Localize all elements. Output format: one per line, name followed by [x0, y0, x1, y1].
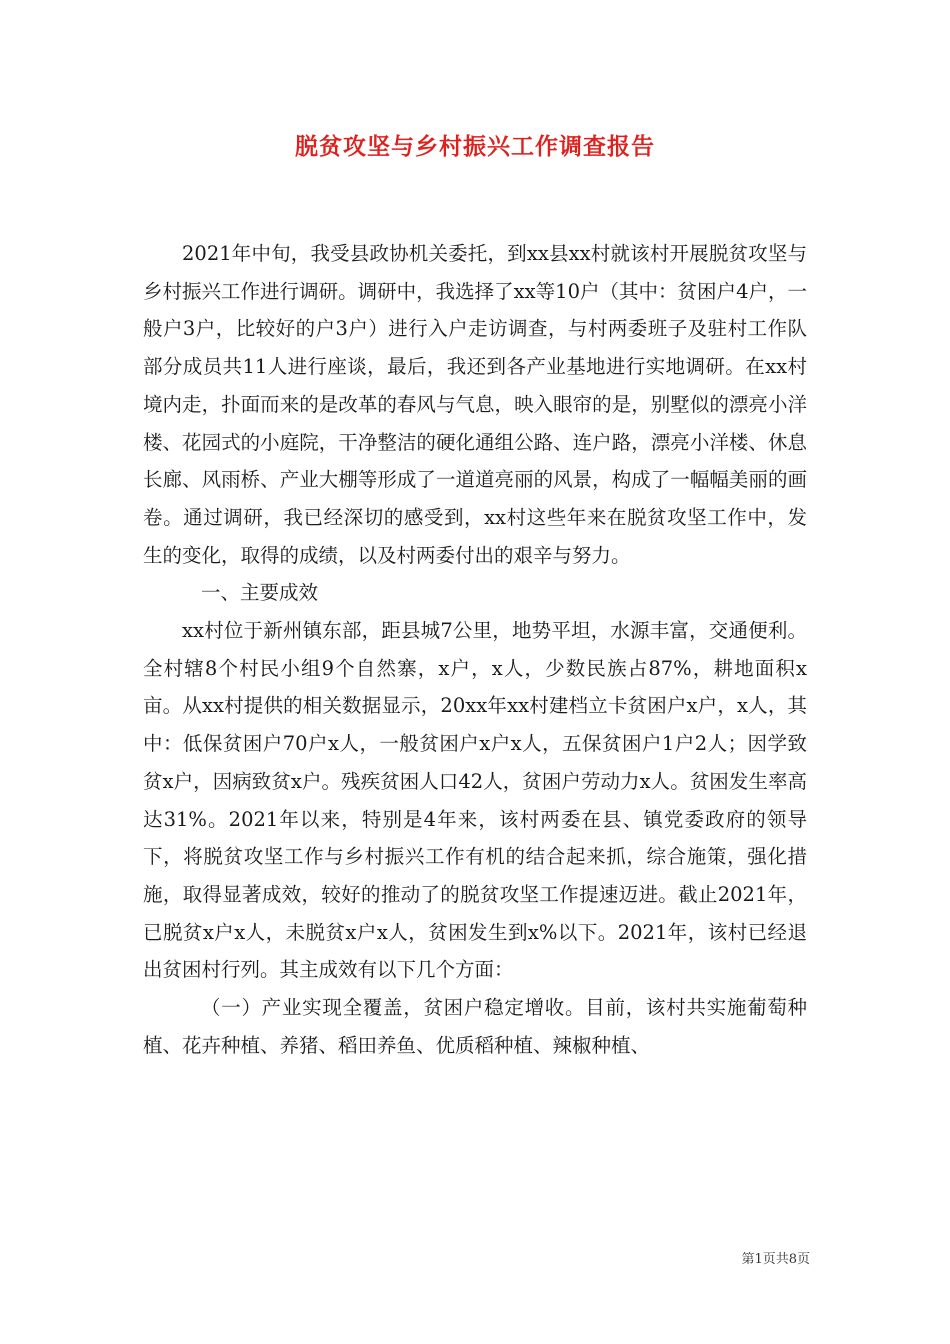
village-overview-paragraph: xx村位于新州镇东部，距县城7公里，地势平坦，水源丰富，交通便利。全村辖8个村民小组9个自然寨，x户，x人，少数民族占87%，耕地面积x亩。从xx村提供的相关数据显示，20xx年xx村建档立卡贫困户x户，x人，其中：低保贫困户70户x人，一般贫困户x户x人，五保贫困户1户2人；因学致贫x户，因病致贫x户。残疾贫困人口42人，贫困户劳动力x人。贫困发生率高达31%。2021年以来，特别是4年来，该村两委在县、镇党委政府的领导下，将脱贫攻坚工作与乡村振兴工作有机的结合起来抓，综合施策，强化措施，取得显著成效，较好的推动了的脱贫攻坚工作提速迈进。截止2021年，已脱贫x户x人，未脱贫x户x人，贫困发生到x%以下。2021年，该村已经退出贫困村行列。其主成效有以下几个方面： [143, 619, 807, 982]
subsection-industry-paragraph: （一）产业实现全覆盖，贫困户稳定增收。目前，该村共实施葡萄种植、花卉种植、养猪、稻田养鱼、优质稻种植、辣椒种植、 [143, 996, 807, 1057]
intro-paragraph: 2021年中旬，我受县政协机关委托，到xx县xx村就该村开展脱贫攻坚与乡村振兴工作进行调研。调研中，我选择了xx等10户（其中：贫困户4户，一般户3户，比较好的户3户）进行入户走访调查，与村两委班子及驻村工作队部分成员共11人进行座谈，最后，我还到各产业基地进行实地调研。在xx村境内走，扑面而来的是改革的春风与气息，映入眼帘的是，别墅似的漂亮小洋楼、花园式的小庭院，干净整洁的硬化通组公路、连户路，漂亮小洋楼、休息长廊、风雨桥、产业大棚等形成了一道道亮丽的风景，构成了一幅幅美丽的画卷。通过调研，我已经深切的感受到，xx村这些年来在脱贫攻坚工作中，发生的变化，取得的成绩，以及村两委付出的艰辛与努力。 [143, 242, 807, 567]
page-number: 第1页共8页 [741, 1252, 810, 1267]
document-body [143, 235, 807, 1064]
section-heading-main-results: 一、主要成效 [201, 581, 319, 605]
document-title: 脱贫攻坚与乡村振兴工作调查报告 [295, 134, 655, 160]
